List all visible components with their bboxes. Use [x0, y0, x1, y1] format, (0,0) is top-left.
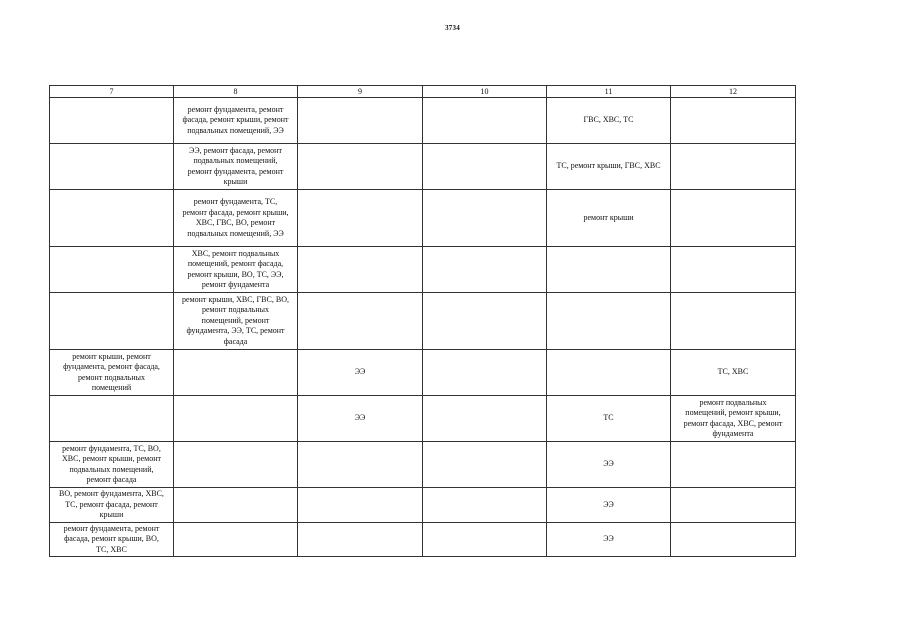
table-cell: ГВС, ХВС, ТС — [547, 98, 671, 144]
table-cell — [423, 293, 547, 350]
table-cell — [547, 247, 671, 293]
table-cell — [174, 350, 298, 396]
table-cell — [423, 396, 547, 442]
table-cell: ХВС, ремонт подвальных помещений, ремонт фасада, ремонт крыши, ВО, ТС, ЭЭ, ремонт фундамента — [174, 247, 298, 293]
table-cell — [298, 488, 423, 523]
table-cell: ремонт фундамента, ремонт фасада, ремонт крыши, ремонт подвальных помещений, ЭЭ — [174, 98, 298, 144]
table-cell — [671, 98, 796, 144]
table-cell: ремонт фундамента, ТС, ВО, ХВС, ремонт крыши, ремонт подвальных помещений, ремонт фасада — [50, 442, 174, 488]
table-cell: ВО, ремонт фундамента, ХВС, ТС, ремонт фасада, ремонт крыши — [50, 488, 174, 523]
table-cell — [298, 247, 423, 293]
column-header: 11 — [547, 86, 671, 98]
column-header: 10 — [423, 86, 547, 98]
table-cell — [671, 442, 796, 488]
table-cell: ремонт крыши, ремонт фундамента, ремонт фасада, ремонт подвальных помещений — [50, 350, 174, 396]
table-row — [50, 293, 796, 350]
table-row — [50, 190, 796, 247]
table-cell — [50, 293, 174, 350]
table-cell — [423, 442, 547, 488]
table-cell: ремонт подвальных помещений, ремонт крыши, ремонт фасада, ХВС, ремонт фундамента — [671, 396, 796, 442]
table-row — [50, 442, 796, 488]
table-cell — [298, 523, 423, 557]
table-cell: ЭЭ — [547, 523, 671, 557]
table-cell — [298, 190, 423, 247]
table-cell — [671, 293, 796, 350]
table-cell: ТС, ХВС — [671, 350, 796, 396]
table-cell: ЭЭ — [298, 350, 423, 396]
table-cell: ЭЭ — [547, 488, 671, 523]
table-cell: ремонт фундамента, ТС, ремонт фасада, ремонт крыши, ХВС, ГВС, ВО, ремонт подвальных помещений, ЭЭ — [174, 190, 298, 247]
table-cell: ЭЭ — [547, 442, 671, 488]
table-cell — [547, 350, 671, 396]
table-cell — [50, 144, 174, 190]
table-row — [50, 144, 796, 190]
table-cell — [50, 247, 174, 293]
table-cell — [174, 442, 298, 488]
table-cell — [423, 523, 547, 557]
table-cell: ТС — [547, 396, 671, 442]
table-cell — [298, 442, 423, 488]
table-cell — [423, 144, 547, 190]
table-cell: ремонт фундамента, ремонт фасада, ремонт крыши, ВО, ТС, ХВС — [50, 523, 174, 557]
column-header: 12 — [671, 86, 796, 98]
table-cell — [671, 523, 796, 557]
table-row — [50, 488, 796, 523]
table-cell — [174, 396, 298, 442]
table-cell — [423, 247, 547, 293]
table-cell — [671, 190, 796, 247]
table-cell — [50, 98, 174, 144]
table-cell — [298, 293, 423, 350]
table-row — [50, 98, 796, 144]
table-cell: ЭЭ — [298, 396, 423, 442]
column-header: 9 — [298, 86, 423, 98]
column-header: 7 — [50, 86, 174, 98]
column-header: 8 — [174, 86, 298, 98]
table-cell — [50, 190, 174, 247]
table-cell — [547, 293, 671, 350]
table-cell — [423, 98, 547, 144]
table-cell — [423, 190, 547, 247]
table-cell — [671, 488, 796, 523]
table-row — [50, 350, 796, 396]
table-cell: ремонт крыши, ХВС, ГВС, ВО, ремонт подвальных помещений, ремонт фундамента, ЭЭ, ТС, ремонт фасада — [174, 293, 298, 350]
table-cell: ЭЭ, ремонт фасада, ремонт подвальных помещений, ремонт фундамента, ремонт крыши — [174, 144, 298, 190]
table-cell — [423, 488, 547, 523]
table-cell: ремонт крыши — [547, 190, 671, 247]
table-cell — [174, 523, 298, 557]
table-cell — [298, 144, 423, 190]
table-cell — [423, 350, 547, 396]
data-table — [49, 85, 796, 557]
table-cell — [50, 396, 174, 442]
table-cell: ТС, ремонт крыши, ГВС, ХВС — [547, 144, 671, 190]
table-cell — [298, 98, 423, 144]
table-cell — [174, 488, 298, 523]
table-row — [50, 396, 796, 442]
table-cell — [671, 144, 796, 190]
table-row — [50, 523, 796, 557]
page-number: 3734 — [445, 24, 460, 32]
table-cell — [671, 247, 796, 293]
table-row — [50, 247, 796, 293]
header-row — [50, 86, 796, 98]
